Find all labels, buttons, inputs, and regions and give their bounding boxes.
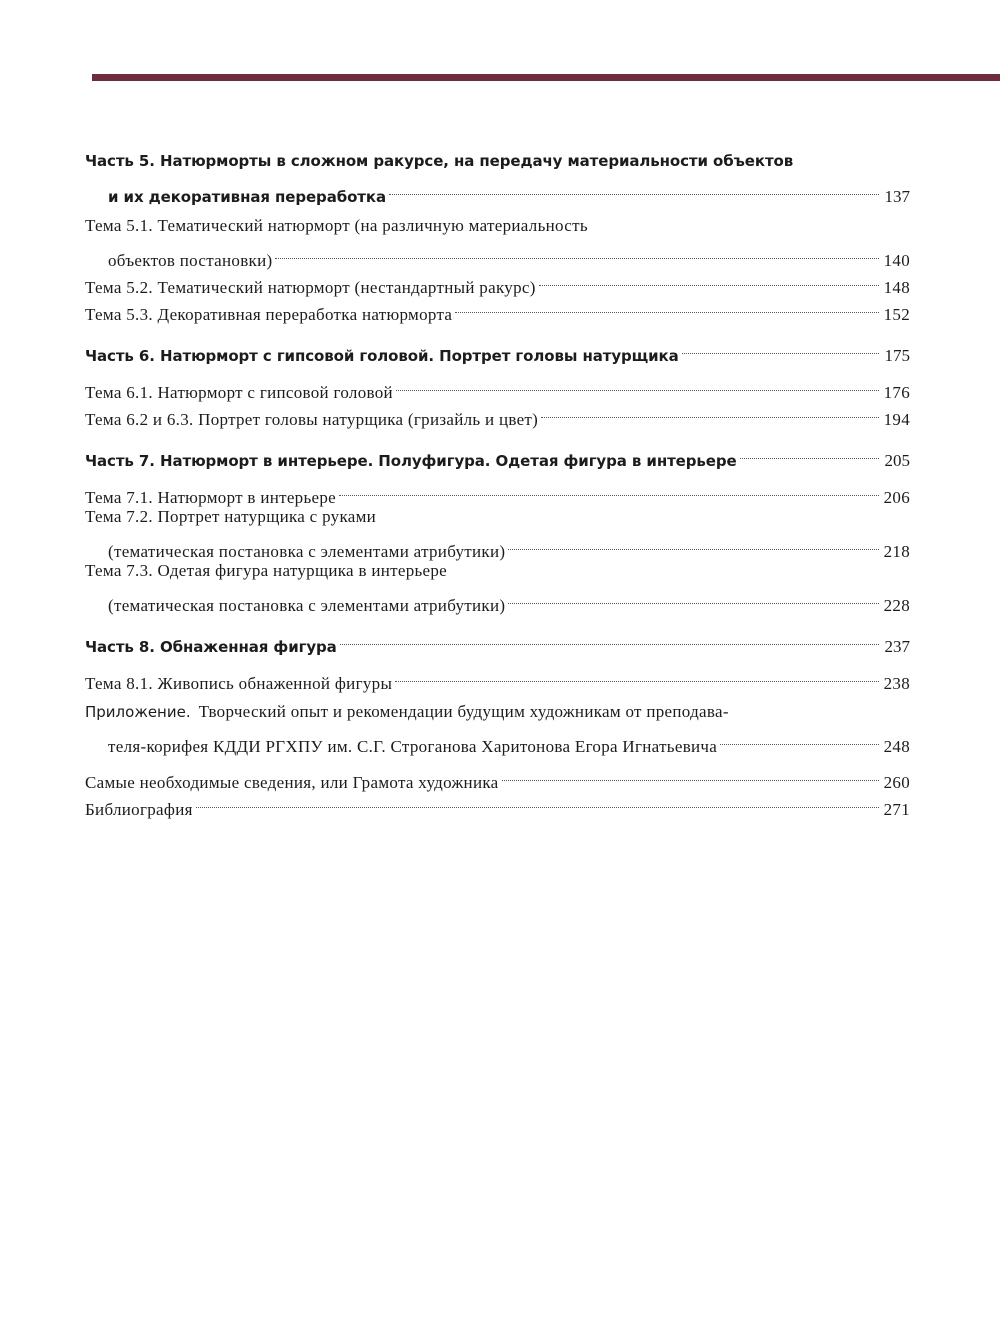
page-number: 137 <box>884 187 910 206</box>
toc-topic-5-3[interactable] <box>85 293 910 324</box>
toc-appendix[interactable] <box>85 698 910 756</box>
leader-dots <box>395 662 879 689</box>
toc-topic-5-1[interactable] <box>85 212 910 270</box>
appendix-title-line1: Творческий опыт и рекомендации будущим художникам от преподава- <box>198 702 729 721</box>
toc-bibliography[interactable] <box>85 788 910 819</box>
toc-topic-6-1[interactable] <box>85 371 910 402</box>
page-number: 218 <box>883 542 910 561</box>
topic-7-2-title-line2: (тематическая постановка с элементами атрибутики) <box>108 542 506 561</box>
page-number: 176 <box>883 383 910 402</box>
leader-dots <box>389 175 879 202</box>
leader-dots <box>541 398 879 425</box>
leader-dots <box>508 530 879 557</box>
grammar-title: Самые необходимые сведения, или Грамота художника <box>85 773 499 792</box>
leader-dots <box>720 725 879 752</box>
page-number: 152 <box>883 305 910 324</box>
part-7-title: Часть 7. Натюрморт в интерьере. Полуфигура. Одетая фигура в интерьере <box>85 452 737 470</box>
topic-5-3-title: Тема 5.3. Декоративная переработка натюрморта <box>85 305 453 324</box>
part-5-title-line1: Часть 5. Натюрморты в сложном ракурсе, на передачу материальности объектов <box>85 152 794 170</box>
toc-part-8[interactable] <box>85 625 910 656</box>
toc-topic-7-1[interactable] <box>85 476 910 507</box>
toc-topic-7-3[interactable] <box>85 557 910 615</box>
topic-6-1-title: Тема 6.1. Натюрморт с гипсовой головой <box>85 383 393 402</box>
bibliography-title: Библиография <box>85 800 193 819</box>
leader-dots <box>196 788 879 815</box>
toc-part-7[interactable] <box>85 439 910 470</box>
leader-dots <box>396 371 879 398</box>
page-number: 206 <box>883 488 910 507</box>
leader-dots <box>339 476 879 503</box>
topic-7-3-title-line1: Тема 7.3. Одетая фигура натурщика в интерьере <box>85 561 448 580</box>
toc-grammar[interactable] <box>85 761 910 792</box>
topic-7-3-title-line2: (тематическая постановка с элементами атрибутики) <box>108 596 506 615</box>
page-number: 205 <box>884 451 910 470</box>
leader-dots <box>740 439 879 466</box>
toc-part-6[interactable] <box>85 334 910 365</box>
header-rule <box>92 74 1000 81</box>
leader-dots <box>508 584 879 611</box>
toc-part-5[interactable] <box>85 148 910 206</box>
topic-5-2-title: Тема 5.2. Тематический натюрморт (нестандартный ракурс) <box>85 278 536 297</box>
part-5-title-line2: и их декоративная переработка <box>108 188 386 206</box>
page-number: 260 <box>883 773 910 792</box>
leader-dots <box>340 625 879 652</box>
page-number: 271 <box>883 800 910 819</box>
toc-topic-6-2-6-3[interactable] <box>85 398 910 429</box>
page-number: 194 <box>883 410 910 429</box>
page-number: 228 <box>883 596 910 615</box>
leader-dots <box>539 266 879 293</box>
topic-8-1-title: Тема 8.1. Живопись обнаженной фигуры <box>85 674 393 693</box>
appendix-title-line2: теля-корифея КДДИ РГХПУ им. С.Г. Строганова Харитонова Егора Игнатьевича <box>108 737 718 756</box>
toc-topic-7-2[interactable] <box>85 503 910 561</box>
topic-7-2-title-line1: Тема 7.2. Портрет натурщика с руками <box>85 507 377 526</box>
page-number: 238 <box>883 674 910 693</box>
leader-dots <box>682 334 879 361</box>
page-number: 237 <box>884 637 910 656</box>
page-number: 175 <box>884 346 910 365</box>
page-number: 140 <box>883 251 910 270</box>
topic-5-1-title-line1: Тема 5.1. Тематический натюрморт (на различную материальность <box>85 216 588 235</box>
leader-dots <box>502 761 880 788</box>
toc-topic-5-2[interactable] <box>85 266 910 297</box>
page-number: 248 <box>883 737 910 756</box>
toc-topic-8-1[interactable] <box>85 662 910 693</box>
appendix-label: Приложение. <box>85 703 191 721</box>
leader-dots <box>455 293 879 320</box>
page-number: 148 <box>883 278 910 297</box>
leader-dots <box>275 239 879 266</box>
topic-7-1-title: Тема 7.1. Натюрморт в интерьере <box>85 488 337 507</box>
part-8-title: Часть 8. Обнаженная фигура <box>85 638 337 656</box>
table-of-contents <box>85 148 910 819</box>
topic-5-1-title-line2: объектов постановки) <box>108 251 273 270</box>
part-6-title: Часть 6. Натюрморт с гипсовой головой. Портрет головы натурщика <box>85 347 679 365</box>
topic-6-2-6-3-title: Тема 6.2 и 6.3. Портрет головы натурщика (гризайль и цвет) <box>85 410 539 429</box>
